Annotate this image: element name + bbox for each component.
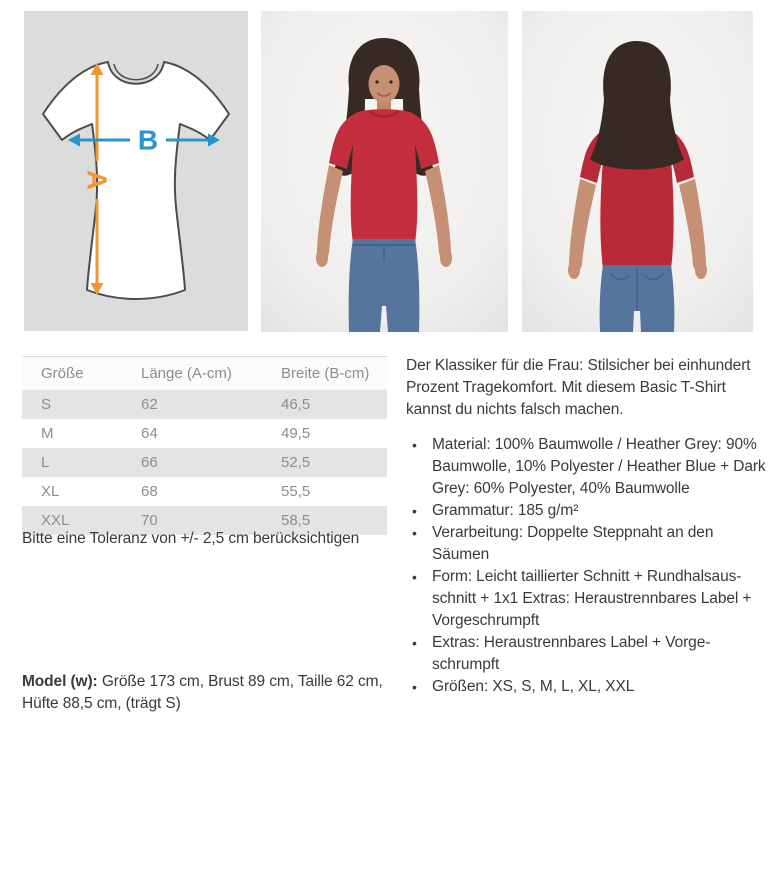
model-back-photo [522,11,753,332]
col-header-width: Breite (B-cm) [280,357,387,391]
width-cell: 58,5 [281,512,311,529]
list-item: • Material: 100% Baumwolle / Heather Grey: 90% Baumwolle, 10% Polyester / Heather Blue + Dark Grey: 60% Polyester, 40% Baumwolle [406,434,772,500]
size-diagram-image [24,11,248,331]
table-row [22,477,387,506]
length-cell: 70 [141,512,158,529]
size-cell: XXL [41,512,70,529]
width-cell: 46,5 [281,396,311,413]
col-header-size: Größe [22,357,140,391]
table-row [22,390,387,419]
tolerance-note: Bitte eine Toleranz von +/- 2,5 cm berücksichtigen [22,530,360,547]
col-header-length: Länge (A-cm) [140,357,280,391]
length-cell: 66 [141,454,158,471]
size-table [22,356,387,535]
size-cell: S [41,396,52,413]
size-table-header-row [22,357,387,391]
model-front-photo [261,11,508,332]
list-item: • Extras: Heraustrennbares Label + Vorgeschrumpft [406,632,772,676]
table-row [22,448,387,477]
width-cell: 52,5 [281,454,311,471]
table-row [22,419,387,448]
list-item: • Größen: XS, S, M, L, XL, XXL [406,676,772,698]
measure-label-a: A [81,169,113,191]
list-item: • Verarbeitung: Doppelte Steppnaht an den Säumen [406,522,772,566]
list-item: • Form: Leicht taillierter Schnitt + Rundhalsausschnitt + 1x1 Extras: Heraustrennbares Label + Vorgeschrumpft [406,566,772,632]
length-cell: 62 [141,396,158,413]
measure-label-b: B [137,124,159,156]
description-bullet-list [406,434,772,698]
face [369,65,400,103]
size-diagram-graphic [24,11,248,331]
model-info [22,671,402,715]
size-cell: M [41,425,54,442]
description-intro: Der Klassiker für die Frau: Stilsicher bei einhundert Prozent Tragekomfort. Mit diesem Basic T-Shirt kannst du nichts falsch machen. [406,357,751,418]
size-cell: XL [41,483,60,500]
size-table-block [22,356,387,535]
model-info-details: Größe 173 cm, Brust 89 cm, Taille 62 cm, Hüfte 88,5 cm, (trägt S) [22,673,383,712]
size-cell: L [41,454,50,471]
model-front-graphic [261,11,508,332]
model-info-label: Model (w): [22,673,98,690]
list-item: • Grammatur: 185 g/m² [406,500,772,522]
width-cell: 49,5 [281,425,311,442]
model-back-graphic [522,11,753,332]
length-cell: 68 [141,483,158,500]
width-cell: 55,5 [281,483,311,500]
length-cell: 64 [141,425,158,442]
product-description [406,355,772,698]
